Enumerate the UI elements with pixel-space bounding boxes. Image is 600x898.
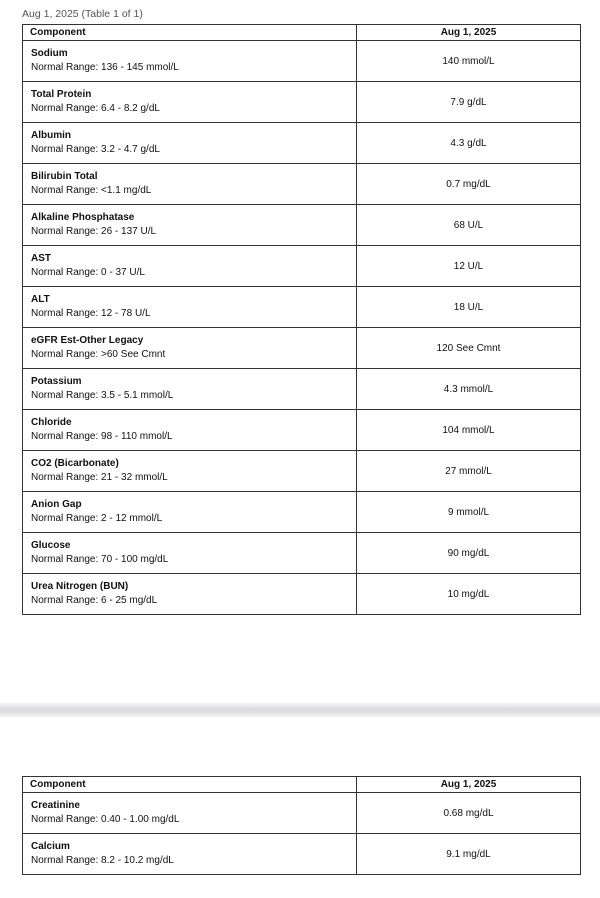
normal-range: Normal Range: 8.2 - 10.2 mg/dL [31,855,174,866]
component-cell [23,369,357,410]
table-row [23,328,581,369]
table-row [23,574,581,615]
component-name: Albumin [31,130,71,141]
component-cell [23,246,357,287]
normal-range: Normal Range: <1.1 mg/dL [31,185,152,196]
component-name: eGFR Est-Other Legacy [31,335,144,346]
component-name: Anion Gap [31,499,82,510]
component-cell [23,574,357,615]
component-cell [23,205,357,246]
table-row [23,205,581,246]
component-cell [23,287,357,328]
result-value: 18 U/L [357,287,581,328]
component-name: ALT [31,294,50,305]
component-name: Chloride [31,417,72,428]
normal-range: Normal Range: 0 - 37 U/L [31,267,145,278]
result-value: 9.1 mg/dL [357,834,581,875]
table-caption: Aug 1, 2025 (Table 1 of 1) [22,8,143,20]
table-row [23,82,581,123]
result-value: 27 mmol/L [357,451,581,492]
table-body [23,793,581,875]
normal-range: Normal Range: 26 - 137 U/L [31,226,157,237]
normal-range: Normal Range: 12 - 78 U/L [31,308,151,319]
result-value: 68 U/L [357,205,581,246]
component-name: Urea Nitrogen (BUN) [31,581,129,592]
result-value: 140 mmol/L [357,41,581,82]
component-cell [23,164,357,205]
component-name: Potassium [31,376,82,387]
component-name: Total Protein [31,89,92,100]
table-row [23,246,581,287]
normal-range: Normal Range: 98 - 110 mmol/L [31,431,173,442]
component-cell [23,451,357,492]
component-cell [23,328,357,369]
result-value: 0.7 mg/dL [357,164,581,205]
result-value: 104 mmol/L [357,410,581,451]
component-cell [23,533,357,574]
component-name: Creatinine [31,800,80,811]
table-row [23,123,581,164]
table-row [23,410,581,451]
normal-range: Normal Range: 0.40 - 1.00 mg/dL [31,814,180,825]
component-cell [23,82,357,123]
result-value: 7.9 g/dL [357,82,581,123]
table-row [23,287,581,328]
table-row [23,369,581,410]
page-separator [0,703,600,717]
normal-range: Normal Range: 3.2 - 4.7 g/dL [31,144,160,155]
date-column-header: Aug 1, 2025 [357,777,581,793]
result-value: 90 mg/dL [357,533,581,574]
result-value: 10 mg/dL [357,574,581,615]
component-column-header: Component [23,777,357,793]
normal-range: Normal Range: >60 See Cmnt [31,349,166,360]
result-value: 12 U/L [357,246,581,287]
result-value: 9 mmol/L [357,492,581,533]
component-name: Calcium [31,841,70,852]
table-row [23,492,581,533]
component-cell [23,410,357,451]
table-row [23,451,581,492]
component-name: Bilirubin Total [31,171,98,182]
table-header-row [23,25,581,41]
component-name: Alkaline Phosphatase [31,212,135,223]
normal-range: Normal Range: 2 - 12 mmol/L [31,513,163,524]
component-cell [23,834,357,875]
result-value: 120 See Cmnt [357,328,581,369]
result-value: 4.3 mmol/L [357,369,581,410]
normal-range: Normal Range: 6.4 - 8.2 g/dL [31,103,160,114]
lab-results-table-2 [22,776,581,875]
component-cell [23,41,357,82]
result-value: 4.3 g/dL [357,123,581,164]
table-row [23,533,581,574]
component-column-header: Component [23,25,357,41]
component-cell [23,793,357,834]
result-value: 0.68 mg/dL [357,793,581,834]
table-row [23,793,581,834]
component-name: Sodium [31,48,68,59]
component-name: Glucose [31,540,71,551]
normal-range: Normal Range: 6 - 25 mg/dL [31,595,158,606]
component-name: CO2 (Bicarbonate) [31,458,119,469]
normal-range: Normal Range: 70 - 100 mg/dL [31,554,169,565]
component-name: AST [31,253,51,264]
date-column-header: Aug 1, 2025 [357,25,581,41]
component-cell [23,492,357,533]
component-cell [23,123,357,164]
normal-range: Normal Range: 3.5 - 5.1 mmol/L [31,390,174,401]
normal-range: Normal Range: 21 - 32 mmol/L [31,472,168,483]
table-row [23,164,581,205]
table-row [23,41,581,82]
normal-range: Normal Range: 136 - 145 mmol/L [31,62,179,73]
table-row [23,834,581,875]
lab-results-table-1 [22,24,581,615]
table-body [23,41,581,615]
table-header-row [23,777,581,793]
